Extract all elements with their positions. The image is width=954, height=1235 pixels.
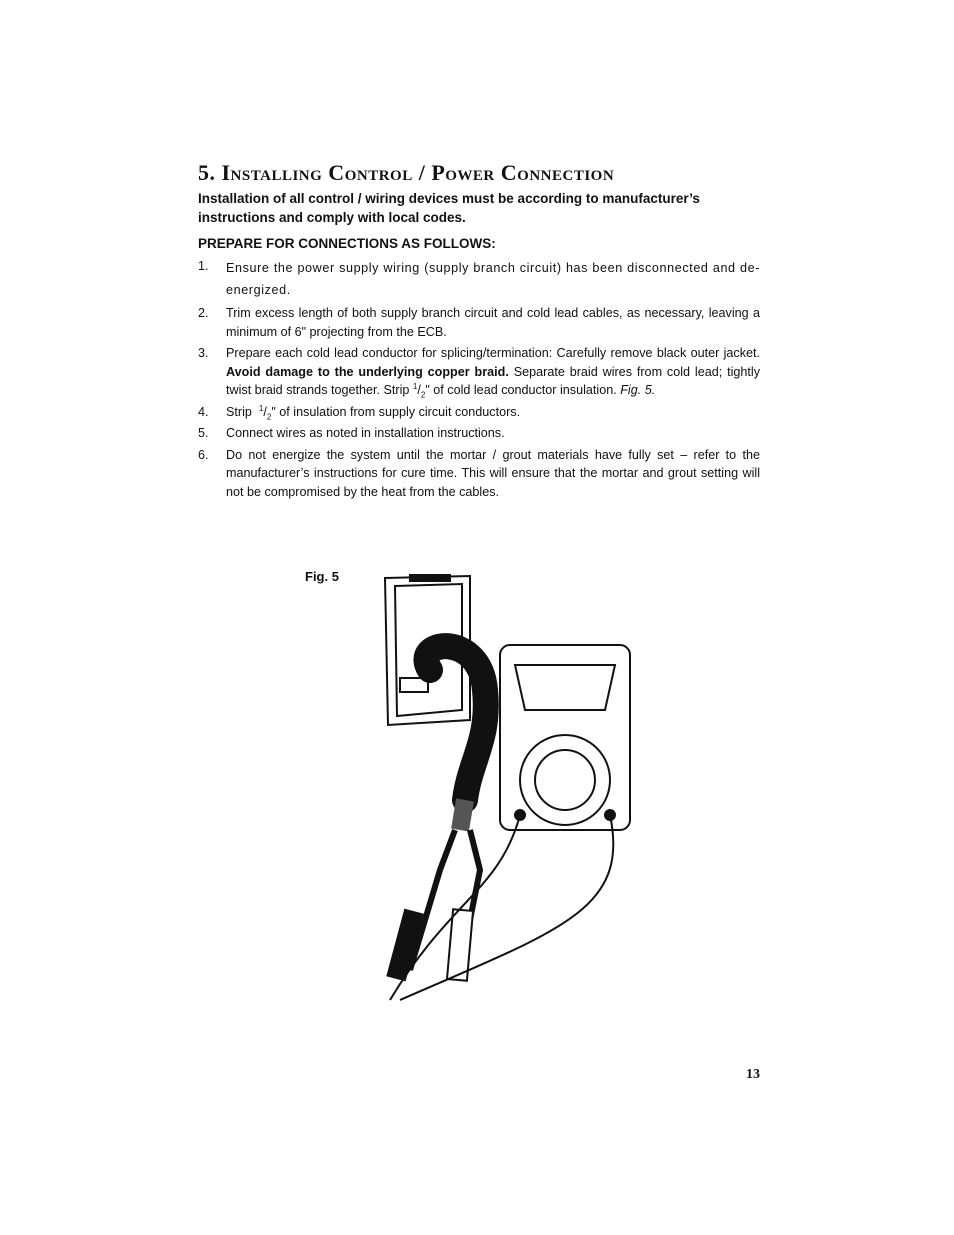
prepare-heading: PREPARE FOR CONNECTIONS AS FOLLOWS: (198, 236, 496, 251)
multimeter-wiring-illustration (370, 570, 640, 1020)
list-item: 2. Trim excess length of both supply branch circuit and cold lead cables, as necessary, leaving a minimum of 6" projecting from the ECB. (198, 306, 760, 339)
list-item: 5. Connect wires as noted in installation instructions. (198, 426, 505, 440)
intro-paragraph: Installation of all control / wiring devices must be according to manufacturer’s instructions and comply with local codes. (198, 191, 700, 225)
figure-label: Fig. 5 (305, 569, 339, 584)
multimeter-icon (500, 645, 630, 830)
list-item: 4. Strip $^1/_2$" of insulation from supply circuit conductors. (198, 403, 521, 422)
list-item: 6. Do not energize the system until the mortar / grout materials have fully set – refer to the manufacturer’s instructions for cure time. This will ensure that the mortar and grout setting will not be compromised by the heat from the cables. (198, 447, 760, 499)
list-item: 3. Prepare each cold lead conductor for splicing/termination: Carefully remove black outer jacket. Avoid damage to the underlying copper braid. Separate braid wires from cold lead; tightly twist braid strands together. Strip $^1/_2$" of cold lead conductor insulation. Fig. 5. (198, 346, 761, 400)
list-item: 1. Ensure the power supply wiring (supply branch circuit) has been disconnected and de-energized. (198, 259, 760, 297)
section-number: 5. (198, 160, 216, 185)
steps-list (198, 257, 760, 504)
section-title (198, 160, 798, 186)
section-heading-text: Installing Control / Power Connection (221, 160, 615, 185)
page-number: 13 (746, 1067, 760, 1082)
